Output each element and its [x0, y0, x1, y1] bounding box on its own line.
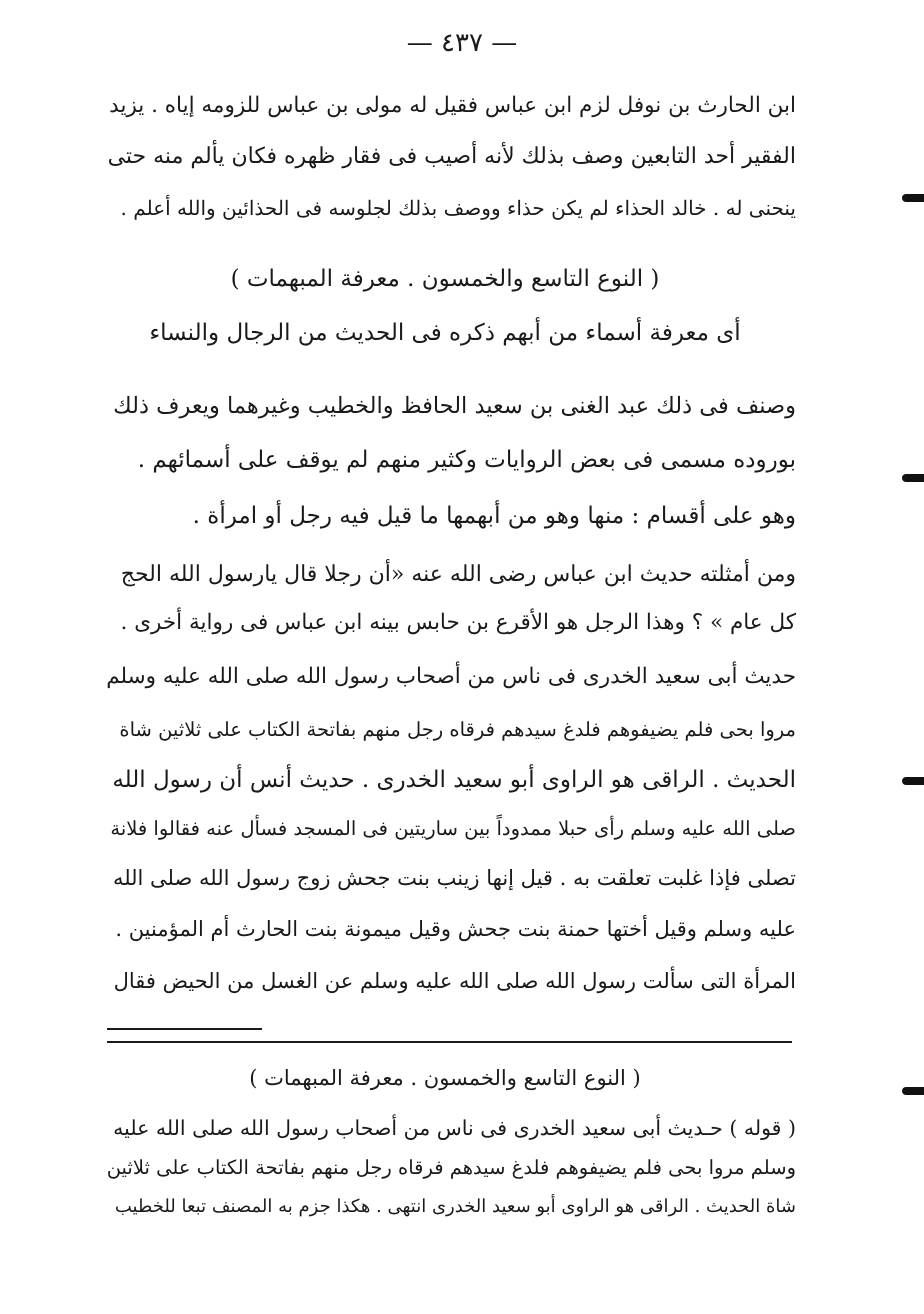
footnote-divider — [107, 1028, 262, 1030]
body-line: صلى الله عليه وسلم رأى حبلا ممدوداً بين ساريتين فى المسجد فسأل عنه فقالوا فلانة — [110, 817, 796, 840]
body-line: الحديث . الراقى هو الراوى أبو سعيد الخدرى . حديث أنس أن رسول الله — [112, 767, 796, 793]
footnote-divider — [107, 1041, 792, 1043]
body-line: عليه وسلم وقيل أختها حمنة بنت جحش وقيل ميمونة بنت الحارث أم المؤمنين . — [115, 917, 796, 941]
binding-mark — [902, 1087, 924, 1095]
body-line: حديث أبى سعيد الخدرى فى ناس من أصحاب رسول الله صلى الله عليه وسلم — [106, 664, 796, 689]
section-subheading: أى معرفة أسماء من أبهم ذكره فى الحديث من الرجال والنساء — [149, 320, 741, 346]
footnote-heading: ( النوع التاسع والخمسون . معرفة المبهمات ) — [249, 1066, 641, 1090]
page-number: — ٤٣٧ — — [406, 28, 518, 58]
footnote-line: شاة الحديث . الراقى هو الراوى أبو سعيد الخدرى انتهى . هكذا جزم به المصنف تبعا للخطيب — [114, 1196, 796, 1217]
section-heading: ( النوع التاسع والخمسون . معرفة المبهمات ) — [230, 266, 660, 292]
binding-mark — [902, 474, 924, 482]
body-line: كل عام » ؟ وهذا الرجل هو الأقرع بن حابس بينه ابن عباس فى رواية أخرى . — [120, 610, 796, 635]
intro-line: ينحنى له . خالد الحذاء لم يكن حذاء ووصف بذلك لجلوسه فى الحذائين والله أعلم . — [120, 196, 796, 220]
body-line: مروا بحى فلم يضيفوهم فلدغ سيدهم فرقاه رجل منهم بفاتحة الكتاب على ثلاثين شاة — [119, 718, 796, 741]
binding-mark — [902, 194, 924, 202]
body-line: تصلى فإذا غلبت تعلقت به . قيل إنها زينب بنت جحش زوج رسول الله صلى الله — [112, 866, 796, 890]
body-line: وهو على أقسام : منها وهو من أبهمها ما قيل فيه رجل أو امرأة . — [192, 503, 796, 529]
binding-mark — [902, 777, 924, 785]
body-line: المرأة التى سألت رسول الله صلى الله عليه وسلم عن الغسل من الحيض فقال — [113, 969, 796, 993]
footnote-line: ( قوله ) حـديث أبى سعيد الخدرى فى ناس من أصحاب رسول الله صلى الله عليه — [113, 1116, 796, 1140]
intro-line: الفقير أحد التابعين وصف بذلك لأنه أصيب فى فقار ظهره فكان يألم منه حتى — [107, 144, 796, 169]
intro-line: ابن الحارث بن نوفل لزم ابن عباس فقيل له مولى بن عباس للزومه إياه . يزيد — [109, 93, 796, 118]
body-line: ومن أمثلته حديث ابن عباس رضى الله عنه «أن رجلا قال يارسول الله الحج — [120, 562, 796, 587]
footnote-line: وسلم مروا بحى فلم يضيفوهم فلدغ سيدهم فرقاه رجل منهم بفاتحة الكتاب على ثلاثين — [106, 1156, 796, 1179]
body-line: وصنف فى ذلك عبد الغنى بن سعيد الحافظ والخطيب وغيرهما ويعرف ذلك — [113, 393, 796, 419]
body-line: بوروده مسمى فى بعض الروايات وكثير منهم لم يوقف على أسمائهم . — [137, 447, 796, 473]
